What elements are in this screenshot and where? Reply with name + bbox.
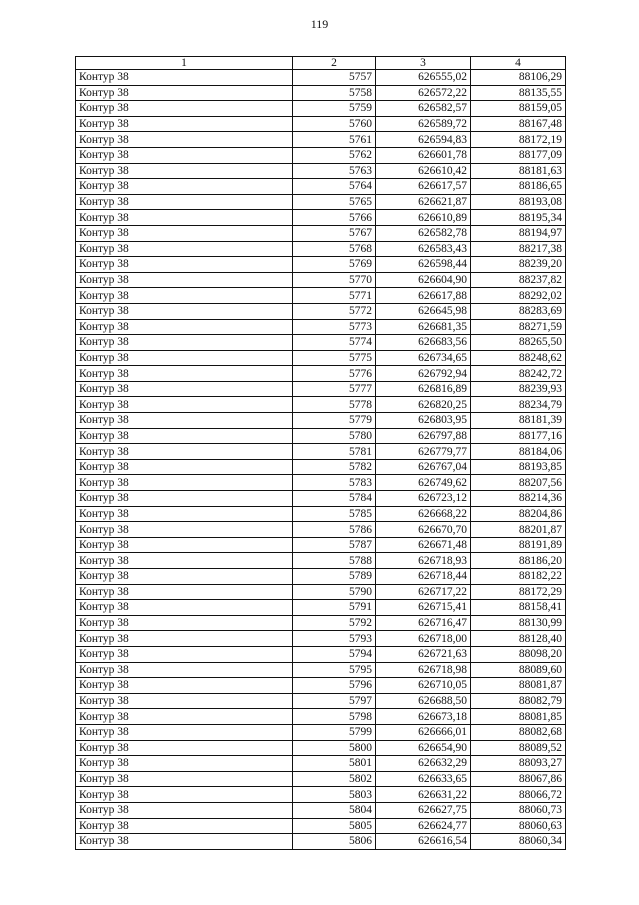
table-row: [76, 506, 566, 522]
contour-name-cell: Контур 38: [76, 569, 293, 585]
point-number-cell: 5791: [293, 600, 376, 616]
contour-name-cell: Контур 38: [76, 756, 293, 772]
point-number-cell: 5775: [293, 350, 376, 366]
y-coordinate-cell: 88106,29: [471, 70, 566, 86]
contour-name-cell: Контур 38: [76, 678, 293, 694]
table-row: [76, 85, 566, 101]
x-coordinate-cell: 626718,00: [376, 631, 471, 647]
contour-name-cell: Контур 38: [76, 491, 293, 507]
table-row: [76, 350, 566, 366]
x-coordinate-cell: 626616,54: [376, 834, 471, 850]
y-coordinate-cell: 88167,48: [471, 116, 566, 132]
table-row: [76, 740, 566, 756]
y-coordinate-cell: 88193,85: [471, 459, 566, 475]
x-coordinate-cell: 626673,18: [376, 709, 471, 725]
y-coordinate-cell: 88158,41: [471, 600, 566, 616]
point-number-cell: 5790: [293, 584, 376, 600]
y-coordinate-cell: 88172,29: [471, 584, 566, 600]
point-number-cell: 5796: [293, 678, 376, 694]
y-coordinate-cell: 88271,59: [471, 319, 566, 335]
y-coordinate-cell: 88060,73: [471, 802, 566, 818]
table-row: [76, 756, 566, 772]
contour-name-cell: Контур 38: [76, 132, 293, 148]
point-number-cell: 5761: [293, 132, 376, 148]
contour-name-cell: Контур 38: [76, 350, 293, 366]
table-row: [76, 834, 566, 850]
contour-name-cell: Контур 38: [76, 413, 293, 429]
coordinates-table: [75, 56, 566, 850]
table-row: [76, 210, 566, 226]
point-number-cell: 5781: [293, 444, 376, 460]
point-number-cell: 5787: [293, 537, 376, 553]
table-row: [76, 569, 566, 585]
y-coordinate-cell: 88181,39: [471, 413, 566, 429]
y-coordinate-cell: 88186,20: [471, 553, 566, 569]
contour-name-cell: Контур 38: [76, 194, 293, 210]
x-coordinate-cell: 626654,90: [376, 740, 471, 756]
point-number-cell: 5801: [293, 756, 376, 772]
contour-name-cell: Контур 38: [76, 740, 293, 756]
point-number-cell: 5786: [293, 522, 376, 538]
point-number-cell: 5795: [293, 662, 376, 678]
x-coordinate-cell: 626594,83: [376, 132, 471, 148]
point-number-cell: 5778: [293, 397, 376, 413]
x-coordinate-cell: 626645,98: [376, 303, 471, 319]
point-number-cell: 5773: [293, 319, 376, 335]
y-coordinate-cell: 88081,87: [471, 678, 566, 694]
table-row: [76, 163, 566, 179]
contour-name-cell: Контур 38: [76, 818, 293, 834]
point-number-cell: 5767: [293, 225, 376, 241]
contour-name-cell: Контур 38: [76, 288, 293, 304]
contour-name-cell: Контур 38: [76, 366, 293, 382]
point-number-cell: 5802: [293, 771, 376, 787]
x-coordinate-cell: 626683,56: [376, 335, 471, 351]
x-coordinate-cell: 626816,89: [376, 381, 471, 397]
table-row: [76, 693, 566, 709]
x-coordinate-cell: 626671,48: [376, 537, 471, 553]
point-number-cell: 5793: [293, 631, 376, 647]
y-coordinate-cell: 88292,02: [471, 288, 566, 304]
contour-name-cell: Контур 38: [76, 537, 293, 553]
contour-name-cell: Контур 38: [76, 834, 293, 850]
table-row: [76, 709, 566, 725]
x-coordinate-cell: 626718,98: [376, 662, 471, 678]
point-number-cell: 5764: [293, 179, 376, 195]
table-row: [76, 491, 566, 507]
contour-name-cell: Контур 38: [76, 459, 293, 475]
x-coordinate-cell: 626779,77: [376, 444, 471, 460]
point-number-cell: 5785: [293, 506, 376, 522]
table-header: [76, 57, 566, 70]
contour-name-cell: Контур 38: [76, 662, 293, 678]
point-number-cell: 5762: [293, 147, 376, 163]
y-coordinate-cell: 88193,08: [471, 194, 566, 210]
y-coordinate-cell: 88060,63: [471, 818, 566, 834]
x-coordinate-cell: 626621,87: [376, 194, 471, 210]
contour-name-cell: Контур 38: [76, 303, 293, 319]
point-number-cell: 5798: [293, 709, 376, 725]
y-coordinate-cell: 88177,16: [471, 428, 566, 444]
x-coordinate-cell: 626715,41: [376, 600, 471, 616]
x-coordinate-cell: 626589,72: [376, 116, 471, 132]
table-body: [76, 70, 566, 850]
x-coordinate-cell: 626631,22: [376, 787, 471, 803]
point-number-cell: 5760: [293, 116, 376, 132]
column-header-1: 1: [76, 57, 293, 70]
table-row: [76, 272, 566, 288]
contour-name-cell: Контур 38: [76, 319, 293, 335]
table-row: [76, 366, 566, 382]
y-coordinate-cell: 88234,79: [471, 397, 566, 413]
y-coordinate-cell: 88242,72: [471, 366, 566, 382]
table-row: [76, 303, 566, 319]
contour-name-cell: Контур 38: [76, 522, 293, 538]
table-row: [76, 522, 566, 538]
x-coordinate-cell: 626723,12: [376, 491, 471, 507]
point-number-cell: 5803: [293, 787, 376, 803]
column-header-2: 2: [293, 57, 376, 70]
x-coordinate-cell: 626582,57: [376, 101, 471, 117]
contour-name-cell: Контур 38: [76, 210, 293, 226]
point-number-cell: 5779: [293, 413, 376, 429]
x-coordinate-cell: 626717,22: [376, 584, 471, 600]
table-row: [76, 257, 566, 273]
contour-name-cell: Контур 38: [76, 646, 293, 662]
point-number-cell: 5780: [293, 428, 376, 444]
point-number-cell: 5788: [293, 553, 376, 569]
table-row: [76, 646, 566, 662]
point-number-cell: 5797: [293, 693, 376, 709]
x-coordinate-cell: 626688,50: [376, 693, 471, 709]
x-coordinate-cell: 626666,01: [376, 724, 471, 740]
contour-name-cell: Контур 38: [76, 693, 293, 709]
y-coordinate-cell: 88195,34: [471, 210, 566, 226]
y-coordinate-cell: 88181,63: [471, 163, 566, 179]
contour-name-cell: Контур 38: [76, 771, 293, 787]
table-row: [76, 553, 566, 569]
contour-name-cell: Контур 38: [76, 553, 293, 569]
y-coordinate-cell: 88172,19: [471, 132, 566, 148]
contour-name-cell: Контур 38: [76, 225, 293, 241]
contour-name-cell: Контур 38: [76, 147, 293, 163]
contour-name-cell: Контур 38: [76, 381, 293, 397]
x-coordinate-cell: 626601,78: [376, 147, 471, 163]
y-coordinate-cell: 88098,20: [471, 646, 566, 662]
y-coordinate-cell: 88186,65: [471, 179, 566, 195]
y-coordinate-cell: 88067,86: [471, 771, 566, 787]
x-coordinate-cell: 626718,44: [376, 569, 471, 585]
y-coordinate-cell: 88283,69: [471, 303, 566, 319]
contour-name-cell: Контур 38: [76, 397, 293, 413]
table-row: [76, 678, 566, 694]
contour-name-cell: Контур 38: [76, 163, 293, 179]
table-row: [76, 600, 566, 616]
table-row: [76, 397, 566, 413]
table-row: [76, 662, 566, 678]
y-coordinate-cell: 88182,22: [471, 569, 566, 585]
x-coordinate-cell: 626734,65: [376, 350, 471, 366]
x-coordinate-cell: 626598,44: [376, 257, 471, 273]
y-coordinate-cell: 88204,86: [471, 506, 566, 522]
x-coordinate-cell: 626718,93: [376, 553, 471, 569]
x-coordinate-cell: 626710,05: [376, 678, 471, 694]
point-number-cell: 5769: [293, 257, 376, 273]
contour-name-cell: Контур 38: [76, 70, 293, 86]
y-coordinate-cell: 88239,93: [471, 381, 566, 397]
column-header-3: 3: [376, 57, 471, 70]
x-coordinate-cell: 626555,02: [376, 70, 471, 86]
x-coordinate-cell: 626610,89: [376, 210, 471, 226]
point-number-cell: 5799: [293, 724, 376, 740]
x-coordinate-cell: 626803,95: [376, 413, 471, 429]
point-number-cell: 5774: [293, 335, 376, 351]
table-row: [76, 818, 566, 834]
table-row: [76, 319, 566, 335]
x-coordinate-cell: 626604,90: [376, 272, 471, 288]
contour-name-cell: Контур 38: [76, 709, 293, 725]
table-row: [76, 802, 566, 818]
point-number-cell: 5766: [293, 210, 376, 226]
y-coordinate-cell: 88128,40: [471, 631, 566, 647]
y-coordinate-cell: 88082,68: [471, 724, 566, 740]
y-coordinate-cell: 88265,50: [471, 335, 566, 351]
y-coordinate-cell: 88177,09: [471, 147, 566, 163]
table-row: [76, 475, 566, 491]
contour-name-cell: Контур 38: [76, 787, 293, 803]
point-number-cell: 5804: [293, 802, 376, 818]
x-coordinate-cell: 626610,42: [376, 163, 471, 179]
point-number-cell: 5789: [293, 569, 376, 585]
y-coordinate-cell: 88237,82: [471, 272, 566, 288]
contour-name-cell: Контур 38: [76, 584, 293, 600]
y-coordinate-cell: 88081,85: [471, 709, 566, 725]
y-coordinate-cell: 88248,62: [471, 350, 566, 366]
y-coordinate-cell: 88082,79: [471, 693, 566, 709]
x-coordinate-cell: 626572,22: [376, 85, 471, 101]
point-number-cell: 5783: [293, 475, 376, 491]
y-coordinate-cell: 88159,05: [471, 101, 566, 117]
table-row: [76, 771, 566, 787]
y-coordinate-cell: 88135,55: [471, 85, 566, 101]
table-row: [76, 70, 566, 86]
contour-name-cell: Контур 38: [76, 428, 293, 444]
contour-name-cell: Контур 38: [76, 600, 293, 616]
table-row: [76, 101, 566, 117]
table-row: [76, 444, 566, 460]
point-number-cell: 5757: [293, 70, 376, 86]
point-number-cell: 5777: [293, 381, 376, 397]
contour-name-cell: Контур 38: [76, 272, 293, 288]
contour-name-cell: Контур 38: [76, 802, 293, 818]
x-coordinate-cell: 626792,94: [376, 366, 471, 382]
contour-name-cell: Контур 38: [76, 444, 293, 460]
table-row: [76, 381, 566, 397]
table-row: [76, 335, 566, 351]
x-coordinate-cell: 626632,29: [376, 756, 471, 772]
y-coordinate-cell: 88214,36: [471, 491, 566, 507]
point-number-cell: 5771: [293, 288, 376, 304]
point-number-cell: 5765: [293, 194, 376, 210]
y-coordinate-cell: 88089,52: [471, 740, 566, 756]
contour-name-cell: Контур 38: [76, 475, 293, 491]
page-number: 119: [310, 17, 329, 31]
x-coordinate-cell: 626624,77: [376, 818, 471, 834]
table-row: [76, 194, 566, 210]
x-coordinate-cell: 626633,65: [376, 771, 471, 787]
point-number-cell: 5758: [293, 85, 376, 101]
contour-name-cell: Контур 38: [76, 506, 293, 522]
table-row: [76, 537, 566, 553]
point-number-cell: 5800: [293, 740, 376, 756]
y-coordinate-cell: 88194,97: [471, 225, 566, 241]
point-number-cell: 5770: [293, 272, 376, 288]
table-row: [76, 413, 566, 429]
table-row: [76, 787, 566, 803]
x-coordinate-cell: 626617,57: [376, 179, 471, 195]
x-coordinate-cell: 626767,04: [376, 459, 471, 475]
table-row: [76, 147, 566, 163]
contour-name-cell: Контур 38: [76, 631, 293, 647]
header-row: [76, 57, 566, 70]
y-coordinate-cell: 88130,99: [471, 615, 566, 631]
table-row: [76, 179, 566, 195]
contour-name-cell: Контур 38: [76, 724, 293, 740]
table-row: [76, 288, 566, 304]
x-coordinate-cell: 626670,70: [376, 522, 471, 538]
x-coordinate-cell: 626583,43: [376, 241, 471, 257]
x-coordinate-cell: 626668,22: [376, 506, 471, 522]
y-coordinate-cell: 88060,34: [471, 834, 566, 850]
x-coordinate-cell: 626820,25: [376, 397, 471, 413]
point-number-cell: 5768: [293, 241, 376, 257]
table-row: [76, 615, 566, 631]
table-row: [76, 459, 566, 475]
y-coordinate-cell: 88239,20: [471, 257, 566, 273]
point-number-cell: 5784: [293, 491, 376, 507]
point-number-cell: 5759: [293, 101, 376, 117]
column-header-4: 4: [471, 57, 566, 70]
x-coordinate-cell: 626627,75: [376, 802, 471, 818]
point-number-cell: 5792: [293, 615, 376, 631]
y-coordinate-cell: 88201,87: [471, 522, 566, 538]
point-number-cell: 5776: [293, 366, 376, 382]
contour-name-cell: Контур 38: [76, 241, 293, 257]
table-row: [76, 241, 566, 257]
x-coordinate-cell: 626721,63: [376, 646, 471, 662]
y-coordinate-cell: 88093,27: [471, 756, 566, 772]
table-row: [76, 116, 566, 132]
contour-name-cell: Контур 38: [76, 615, 293, 631]
x-coordinate-cell: 626582,78: [376, 225, 471, 241]
x-coordinate-cell: 626617,88: [376, 288, 471, 304]
y-coordinate-cell: 88191,89: [471, 537, 566, 553]
contour-name-cell: Контур 38: [76, 179, 293, 195]
point-number-cell: 5763: [293, 163, 376, 179]
x-coordinate-cell: 626797,88: [376, 428, 471, 444]
point-number-cell: 5805: [293, 818, 376, 834]
y-coordinate-cell: 88089,60: [471, 662, 566, 678]
x-coordinate-cell: 626681,35: [376, 319, 471, 335]
y-coordinate-cell: 88207,56: [471, 475, 566, 491]
table-row: [76, 132, 566, 148]
contour-name-cell: Контур 38: [76, 101, 293, 117]
contour-name-cell: Контур 38: [76, 257, 293, 273]
table-row: [76, 631, 566, 647]
table-row: [76, 724, 566, 740]
x-coordinate-cell: 626749,62: [376, 475, 471, 491]
table-row: [76, 584, 566, 600]
point-number-cell: 5782: [293, 459, 376, 475]
y-coordinate-cell: 88217,38: [471, 241, 566, 257]
table-row: [76, 225, 566, 241]
point-number-cell: 5772: [293, 303, 376, 319]
contour-name-cell: Контур 38: [76, 335, 293, 351]
contour-name-cell: Контур 38: [76, 85, 293, 101]
x-coordinate-cell: 626716,47: [376, 615, 471, 631]
y-coordinate-cell: 88066,72: [471, 787, 566, 803]
point-number-cell: 5794: [293, 646, 376, 662]
point-number-cell: 5806: [293, 834, 376, 850]
contour-name-cell: Контур 38: [76, 116, 293, 132]
y-coordinate-cell: 88184,06: [471, 444, 566, 460]
table-row: [76, 428, 566, 444]
